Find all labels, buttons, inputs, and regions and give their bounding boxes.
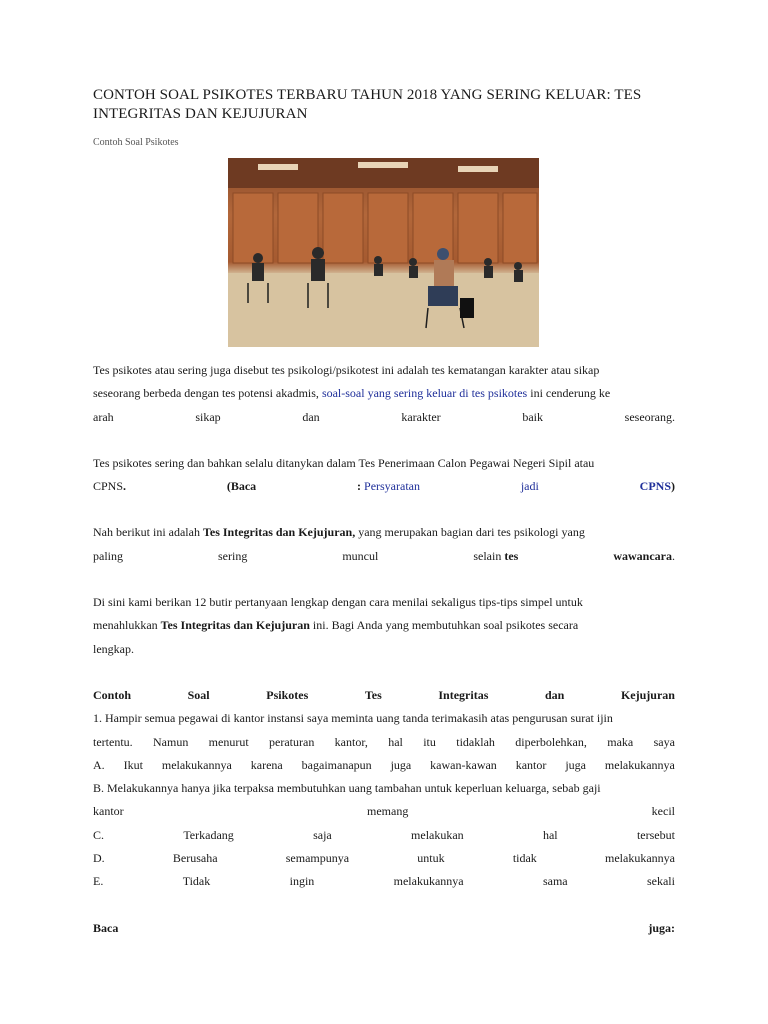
category-link[interactable]: Contoh Soal Psikotes xyxy=(93,137,179,148)
word: sikap xyxy=(195,409,221,424)
article-body xyxy=(93,86,675,940)
word: dan xyxy=(302,409,320,424)
article-title: CONTOH SOAL PSIKOTES TERBARU TAHUN 2018 YANG SERING KELUAR: TES INTEGRITAS DAN KEJUJURAN xyxy=(93,87,642,122)
baca-word: Baca xyxy=(93,920,119,935)
persyaratan-link[interactable]: Persyaratan xyxy=(364,479,420,494)
cpns-link[interactable]: CPNS xyxy=(639,479,671,494)
butir-line-2: menahlukkan Tes Integritas dan Kejujuran ini. Bagi Anda yang membutuhkan soal psikotes secara xyxy=(93,618,579,633)
selain-tes: selain tes xyxy=(473,548,519,563)
cpns-line-1: Tes psikotes sering dan bahkan selalu ditanykan dalam Tes Penerimaan Calon Pegawai Negeri Sipil atau xyxy=(93,455,595,470)
exam-hall-illustration xyxy=(228,158,539,347)
intro-line-2 xyxy=(93,382,675,405)
butir-line-3: lengkap. xyxy=(93,641,134,656)
option-d: D. Berusaha semampunya untuk tidak melakukannya xyxy=(93,851,675,866)
intro-line-3 xyxy=(93,406,675,429)
baca-juga xyxy=(93,917,675,940)
word: arah xyxy=(93,409,114,424)
cpns-word: CPNS. xyxy=(93,479,127,494)
exam-hall-photo xyxy=(228,158,539,347)
butir-line-1: Di sini kami berikan 12 butir pertanyaan lengkap dengan cara menilai sekaligus tips-tips simpel untuk xyxy=(93,595,583,610)
option-b: B. Melakukannya hanya jika terpaksa membutuhkan uang tambahan untuk keperluan keluarga, sebab gaji xyxy=(93,781,601,796)
word: seseorang. xyxy=(624,409,675,424)
intro-line-1: Tes psikotes atau sering juga disebut tes psikologi/psikotest ini adalah tes kematangan karakter atau sikap xyxy=(93,363,600,377)
word: sering xyxy=(218,548,248,563)
psikotes-link[interactable]: soal-soal yang sering keluar di tes psikotes xyxy=(321,386,528,401)
baca-label: (Baca xyxy=(226,479,257,494)
juga-word: juga: xyxy=(648,920,675,935)
question-1: 1. Hampir semua pegawai di kantor instansi saya meminta uang tanda terimakasih atas pengurusan surat ijin xyxy=(93,711,613,726)
intro-text-end: ini cenderung ke xyxy=(527,386,611,401)
cpns-line-2 xyxy=(93,475,675,498)
option-b-line-2: kantor memang kecil xyxy=(93,804,675,819)
option-e: E. Tidak ingin melakukannya sama sekali xyxy=(93,874,675,889)
jadi-link[interactable]: jadi xyxy=(520,479,539,494)
intro-text: seseorang berbeda dengan tes potensi akadmis, xyxy=(93,386,322,401)
option-a: A. Ikut melakukannya karena bagaimanapun juga kawan-kawan kantor juga melakukannya xyxy=(93,757,675,772)
persyaratan-group: : Persyaratan xyxy=(357,479,420,494)
section-heading: Contoh Soal Psikotes Tes Integritas dan Kejujuran xyxy=(93,687,675,702)
integritas-bold: Tes Integritas dan Kejujuran, xyxy=(202,525,356,540)
option-c: C. Terkadang saja melakukan hal tersebut xyxy=(93,827,675,842)
integritas-line-2 xyxy=(93,545,675,568)
word: karakter xyxy=(401,409,441,424)
word: baik xyxy=(522,409,543,424)
cpns-link-group: CPNS) xyxy=(639,479,675,494)
integritas-line-1: Nah berikut ini adalah Tes Integritas dan Kejujuran, yang merupakan bagian dari tes psikologi yang xyxy=(93,525,585,540)
word: muncul xyxy=(342,548,379,563)
question-1-line-2: tertentu. Namun menurut peraturan kantor, hal itu tidaklah diperbolehkan, maka saya xyxy=(93,734,675,749)
integritas-bold-2: Tes Integritas dan Kejujuran xyxy=(160,618,310,633)
word: paling xyxy=(93,548,123,563)
wawancara-word: wawancara. xyxy=(613,548,675,563)
